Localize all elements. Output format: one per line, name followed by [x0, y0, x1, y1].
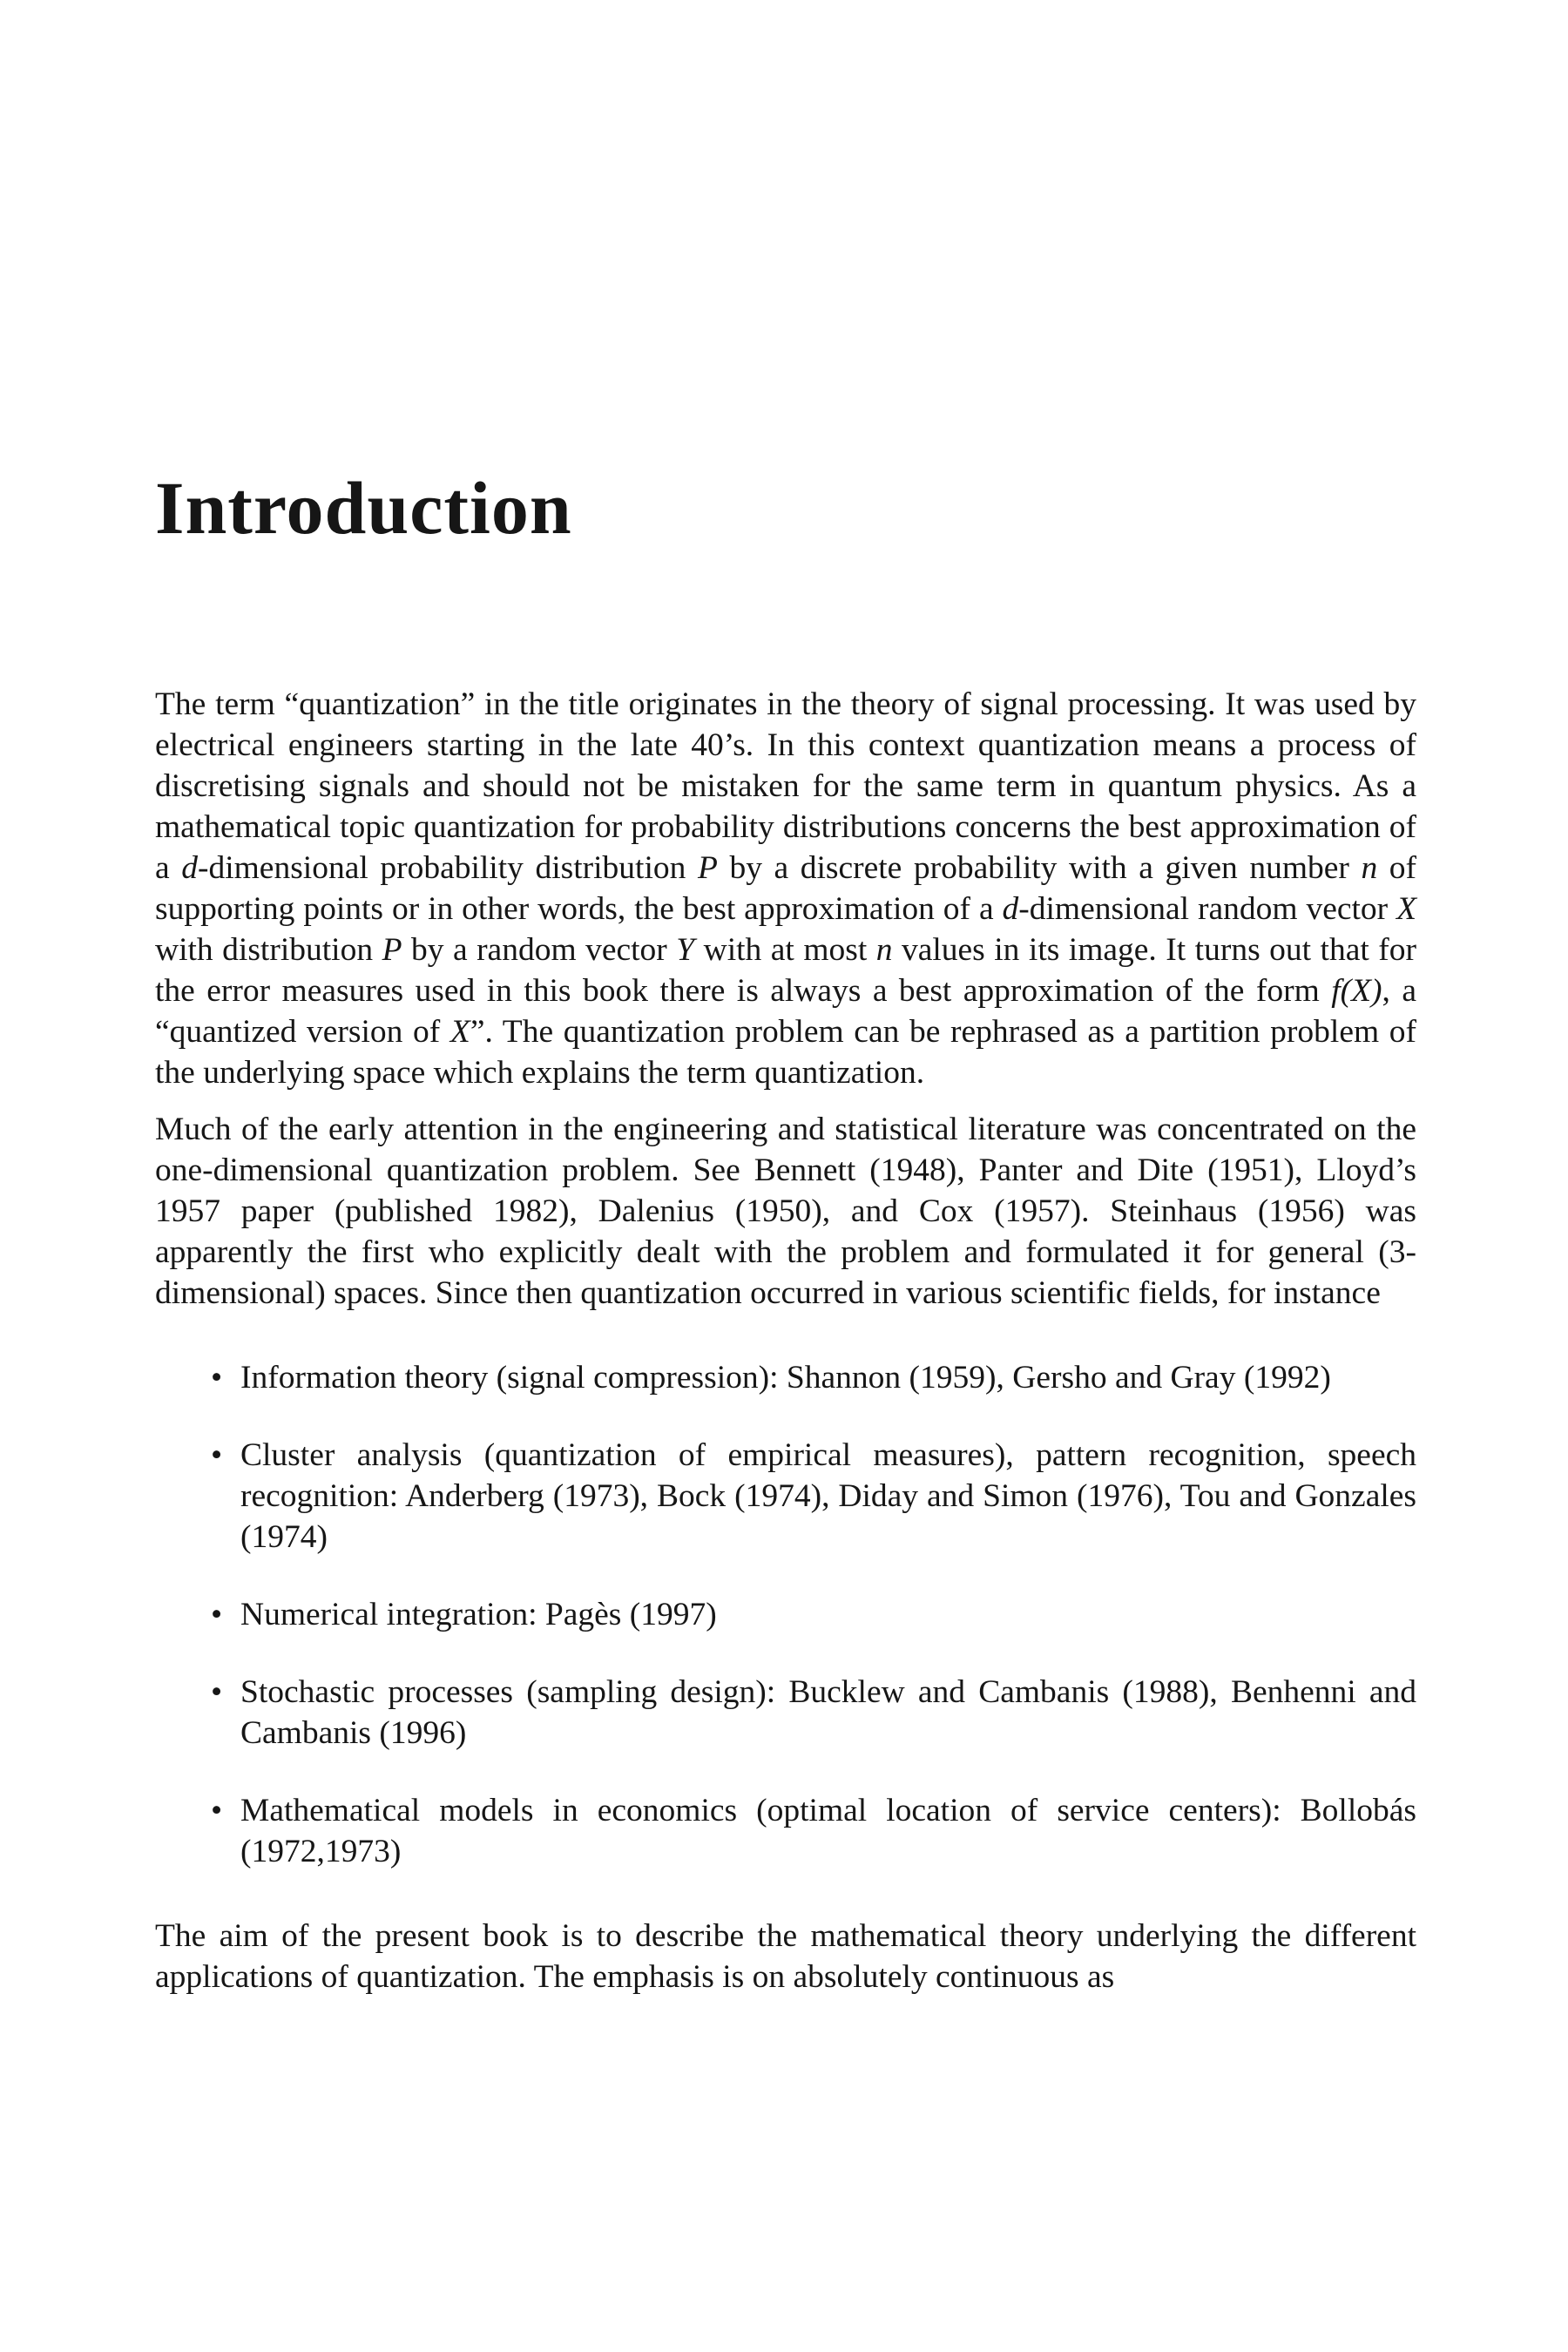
math-symbol: X — [1396, 891, 1416, 927]
math-symbol: d — [1002, 891, 1019, 927]
list-item — [211, 1672, 1416, 1754]
bullet-icon: • — [211, 1437, 223, 1473]
math-symbol: Y — [676, 932, 695, 968]
list-item-text: Information theory (signal compression): Shannon (1959), Gersho and Gray (1992) — [240, 1360, 1331, 1396]
bullet-icon: • — [211, 1793, 223, 1828]
text-run: -dimensional random vector — [1018, 891, 1397, 927]
list-item — [211, 1594, 1416, 1635]
text-run: with distribution — [155, 932, 382, 968]
paragraph-history: Much of the early attention in the engineering and statistical literature was concentrated on the one-dimensional quantization problem. See Bennett (1948), Panter and Dite (1951), Lloyd’s 1957 paper (published 1982), Dalenius (1950), and Cox (1957). Steinhaus (1956) was apparently the first who explicitly dealt with the problem and formulated it for general (3-dimensional) spaces. Since then quantization occurred in various scientific fields, for instance — [155, 1112, 1416, 1311]
text-run: ”. The quantization problem can be rephrased as a partition problem of the underlying space which explains the term quantization. — [155, 1014, 1416, 1091]
bullet-icon: • — [211, 1360, 223, 1396]
chapter-title: Introduction — [155, 466, 572, 550]
math-symbol: d — [181, 850, 198, 886]
math-symbol: n — [875, 932, 893, 968]
text-run: The term “quantization” in the title originates in the theory of signal processing. It was used by electrical engineers starting in the late 40’s. In this context quantization means a process of discretising signals and should not be mistaken for the same term in quantum physics. As a mathematical topic quantization for probability distributions concerns the best approximation of a — [155, 686, 1416, 886]
math-symbol: n — [1361, 850, 1378, 886]
text-run: -dimensional probability distribution — [197, 850, 698, 886]
math-symbol: P — [697, 850, 718, 886]
text-run: with at most — [694, 932, 876, 968]
text-run: values in its image. It turns out that for the error measures used in this book there is always a best approximation of the form — [155, 932, 1416, 1009]
book-page — [155, 0, 1416, 2352]
paragraph-aim: The aim of the present book is to describe the mathematical theory underlying the different applications of quantization. The emphasis is on absolutely continuous as — [155, 1918, 1416, 1995]
math-symbol: X — [449, 1014, 470, 1050]
list-item — [211, 1790, 1416, 1872]
list-item — [211, 1435, 1416, 1558]
text-run: , a “quantized version of — [155, 973, 1416, 1050]
list-item — [211, 1357, 1416, 1398]
list-item-text: Mathematical models in economics (optimal location of service centers): Bollobás (1972,1973) — [240, 1793, 1416, 1869]
body-text — [155, 684, 1416, 1997]
math-symbol: P — [382, 932, 402, 968]
paragraph-intro — [155, 684, 1416, 1093]
bullet-icon: • — [211, 1674, 223, 1710]
applications-list — [155, 1357, 1416, 1872]
text-run: by a random vector — [402, 932, 677, 968]
text-run: of supporting points or in other words, the best approximation of a — [155, 850, 1416, 927]
list-item-text: Cluster analysis (quantization of empirical measures), pattern recognition, speech recognition: Anderberg (1973), Bock (1974), Diday and Simon (1976), Tou and Gonzales (1974) — [240, 1437, 1416, 1555]
list-item-text: Numerical integration: Pagès (1997) — [240, 1597, 717, 1632]
math-expression: f(X) — [1331, 973, 1382, 1009]
text-run: by a discrete probability with a given number — [717, 850, 1362, 886]
bullet-icon: • — [211, 1597, 223, 1632]
list-item-text: Stochastic processes (sampling design): Bucklew and Cambanis (1988), Benhenni and Cambanis (1996) — [240, 1674, 1416, 1751]
